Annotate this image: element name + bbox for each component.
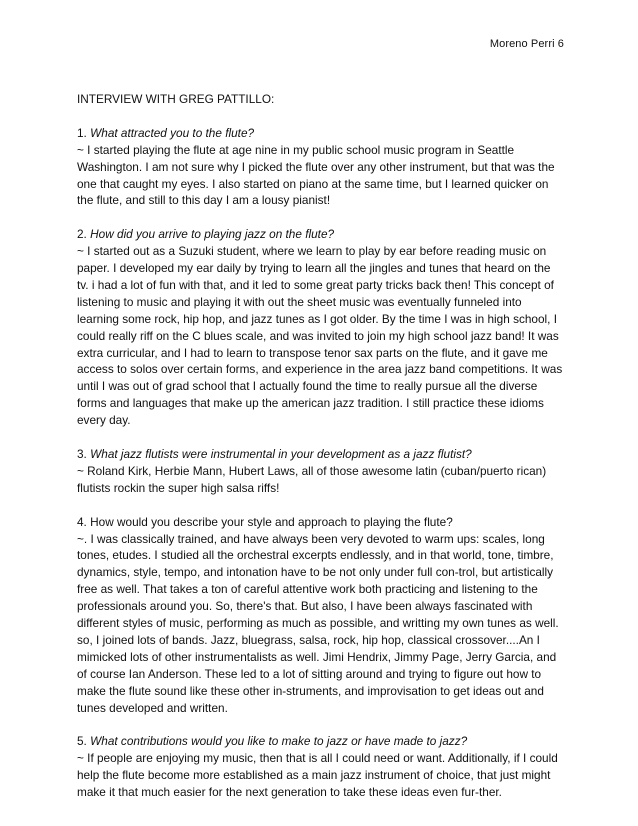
qa-item bbox=[77, 446, 563, 497]
qa-item bbox=[77, 733, 563, 801]
question bbox=[77, 733, 563, 750]
question-text: How would you describe your style and approach to playing the flute? bbox=[90, 514, 453, 529]
running-head: Moreno Perri 6 bbox=[489, 38, 564, 50]
question bbox=[77, 514, 563, 531]
question-number: 4. bbox=[77, 514, 87, 529]
question-text: What contributions would you like to make to jazz or have made to jazz? bbox=[90, 734, 468, 749]
question-number: 1. bbox=[77, 125, 87, 140]
question-number: 2. bbox=[77, 227, 87, 242]
question-number: 3. bbox=[77, 446, 87, 461]
answer: ~ I started playing the flute at age nine in my public school music program in Seattle Washington. I am not sure why I picked the flute over any other instrument, but that was the one that caught my eyes. I also started on piano at the same time, but I learned quicker on the flute, and still to this day I am a lousy pianist! bbox=[77, 142, 555, 208]
question-number: 5. bbox=[77, 734, 87, 749]
answer: ~. I was classically trained, and have always been very devoted to warm ups: scales, long tones, etudes. I studied all the orchestral excerpts endlessly, and in that world, tone, timbre, dynamics, style, tempo, and intonation have to be not only under full con-trol, but artistically free as well. That takes a ton of careful attentive work both practicing and listening to the professionals around you. So, there's that. But also, I have been always fascinated with different styles of music, performing as much as possible, and writting my own tunes as well. so, I joined lots of bands. Jazz, bluegrass, salsa, rock, hip hop, classical crossover....An I mimicked lots of other instrumentalists as well. Jimi Hendrix, Jimmy Page, Jerry Garcia, and of course Ian Anderson. These led to a lot of sitting around and trying to figure out how to make the flute sound like these other in-struments, and improvisation to get ideas out and tunes developed and written. bbox=[77, 531, 559, 715]
answer: ~ Roland Kirk, Herbie Mann, Hubert Laws, all of those awesome latin (cuban/puerto rican) flutists rockin the super high salsa riffs! bbox=[77, 463, 547, 495]
question-text: What attracted you to the flute? bbox=[90, 125, 255, 140]
qa-item bbox=[77, 514, 563, 717]
question-text: How did you arrive to playing jazz on the flute? bbox=[90, 227, 335, 242]
answer: ~ If people are enjoying my music, then that is all I could need or want. Additionally, if I could help the flute become more established as a main jazz instrument of choice, that just might make it that much easier for the next generation to take these ideas even fur-ther. bbox=[77, 751, 558, 800]
qa-item bbox=[77, 226, 563, 429]
answer: ~ I started out as a Suzuki student, where we learn to play by ear before reading music on paper. I developed my ear daily by trying to learn all the jingles and tunes that heard on the tv. i had a lot of fun with that, and it led to some great party tricks back then! This concept of listening to music and playing it with out the sheet music was eventually funneled into learning some rock, hip hop, and jazz tunes as I got older. By the time I was in high school, I could really riff on the C blues scale, and was invited to join my high school jazz band! It was extra curricular, and I had to learn to transpose tenor sax parts on the flute, and it gave me access to solos over certain forms, and experience in the area jazz band competitions. It was until I was out of grad school that I actually found the time to really pursue all the diverse forms and languages that make up the american jazz tradition. I still practice these idioms every day. bbox=[77, 244, 563, 428]
question bbox=[77, 125, 563, 142]
question bbox=[77, 446, 563, 463]
question-text: What jazz flutists were instrumental in your development as a jazz flutist? bbox=[90, 446, 472, 461]
qa-item bbox=[77, 125, 563, 210]
question bbox=[77, 226, 563, 243]
interview-body bbox=[77, 91, 563, 801]
interview-title: INTERVIEW WITH GREG PATTILLO: bbox=[77, 92, 275, 106]
